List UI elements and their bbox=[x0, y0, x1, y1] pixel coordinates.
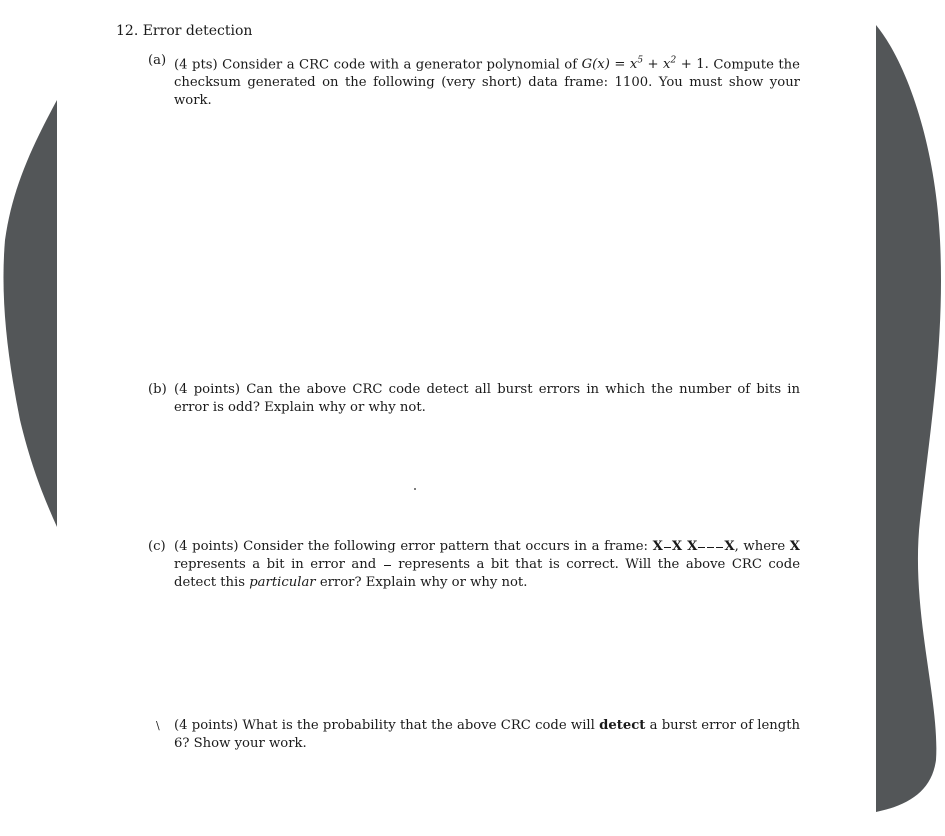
question-d bbox=[148, 717, 800, 753]
question-label: (c) bbox=[148, 539, 166, 554]
right-edge-shadow bbox=[876, 25, 941, 812]
question-text: (4 points) Consider the following error pattern that occurs in a frame: X X X X, where X represents a bit in error and represents a bit that is correct. Will the above CRC code detect this particular error? Explain why or why not. bbox=[174, 539, 801, 590]
question-label: (b) bbox=[148, 382, 167, 397]
question-label: (a) bbox=[148, 53, 167, 68]
question-text: (4 points) What is the probability that the above CRC code will detect a burst error of length 6? Show your work. bbox=[174, 718, 800, 751]
correct-bit-symbol bbox=[384, 565, 391, 566]
stray-dot bbox=[414, 488, 416, 490]
question-c bbox=[148, 538, 800, 592]
question-b bbox=[148, 381, 800, 417]
question-text: (4 pts) Consider a CRC code with a generator polynomial of $G(x) = x^5 + x^2 + 1$. Compute the checksum generated on the following (very short) data frame: 1100. You must show your work. bbox=[174, 56, 800, 109]
question-label: \ bbox=[156, 719, 160, 732]
error-pattern: X X X X bbox=[652, 539, 735, 554]
question-text: (4 points) Can the above CRC code detect all burst errors in which the number of bits in error is odd? Explain why or why not. bbox=[174, 382, 800, 415]
section-heading: 12. Error detection bbox=[116, 23, 253, 39]
left-edge-shadow bbox=[3, 100, 57, 527]
question-a bbox=[148, 52, 800, 110]
generator-polynomial: $G(x) = x^5 + x^2 + 1$. bbox=[581, 56, 709, 73]
